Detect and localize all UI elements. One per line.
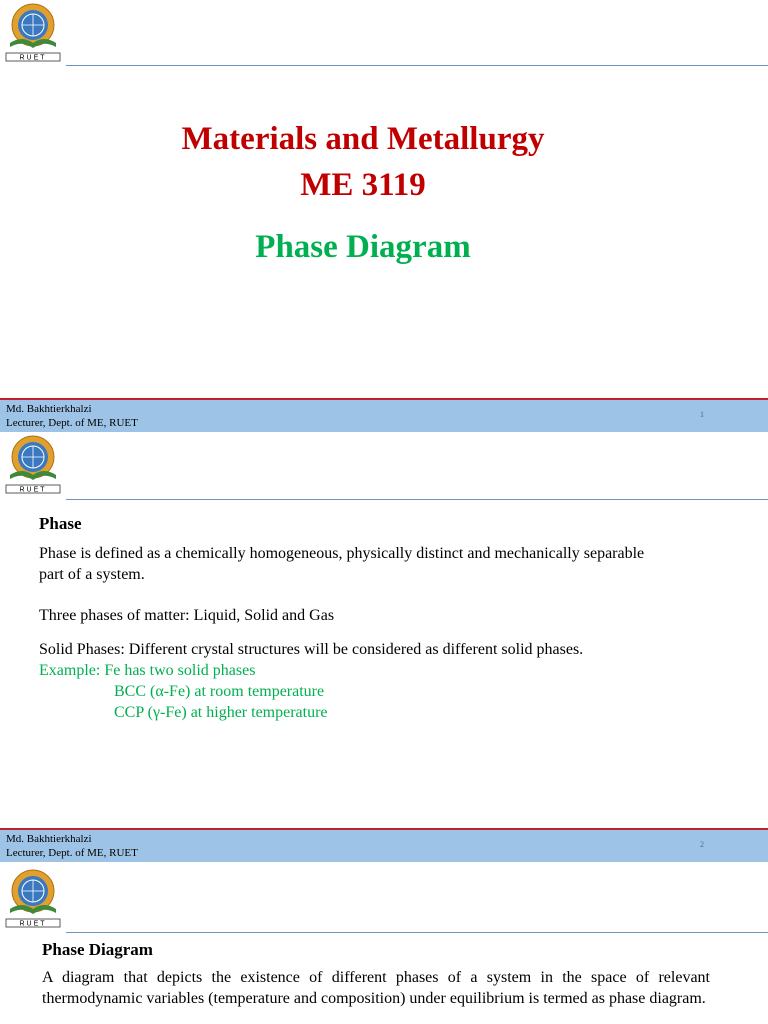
slide-footer: [0, 830, 768, 862]
slide-phase-diagram: [0, 866, 768, 1024]
header-rule: [66, 932, 768, 933]
section-heading: Phase Diagram: [42, 940, 153, 959]
author-name: Md. Bakhtierkhalzi: [6, 403, 92, 415]
section-heading: Phase: [39, 514, 82, 533]
three-phases-text: Three phases of matter: Liquid, Solid and Gas: [39, 607, 335, 624]
page-number: 2: [700, 840, 704, 849]
ccp-text: CCP (γ-Fe) at higher temperature: [114, 704, 328, 721]
footer-author: [6, 402, 138, 430]
course-title: Materials and Metallurgy: [181, 121, 545, 157]
phase-diagram-definition: A diagram that depicts the existence of different phases of a system in the space of relevant thermodynamic variables (temperature and composition) under equilibrium is termed as phase diagram.: [42, 969, 710, 1007]
solid-phases-text: Solid Phases: Different crystal structures will be considered as different solid phases.: [39, 641, 584, 658]
bcc-text: BCC (α-Fe) at room temperature: [114, 683, 325, 700]
slide-title: [0, 0, 768, 432]
header-rule: [66, 65, 768, 66]
author-role: Lecturer, Dept. of ME, RUET: [6, 417, 138, 429]
definition-line-2: part of a system.: [39, 566, 145, 583]
author-role: Lecturer, Dept. of ME, RUET: [6, 847, 138, 859]
ruet-logo-icon: [2, 867, 64, 929]
slide-subtitle: Phase Diagram: [255, 229, 471, 265]
ruet-logo-icon: [2, 1, 64, 63]
page-number: 1: [700, 410, 704, 419]
slide-phase: [0, 432, 768, 866]
phase-definition: [39, 543, 729, 585]
definition-line-1: Phase is defined as a chemically homogeneous, physically distinct and mechanically separable: [39, 545, 645, 562]
slide-footer: [0, 400, 768, 432]
course-code: ME 3119: [300, 167, 426, 203]
author-name: Md. Bakhtierkhalzi: [6, 833, 92, 845]
footer-author: [6, 832, 138, 860]
header-rule: [66, 499, 768, 500]
ruet-logo-icon: [2, 433, 64, 495]
example-text: Example: Fe has two solid phases: [39, 662, 256, 679]
